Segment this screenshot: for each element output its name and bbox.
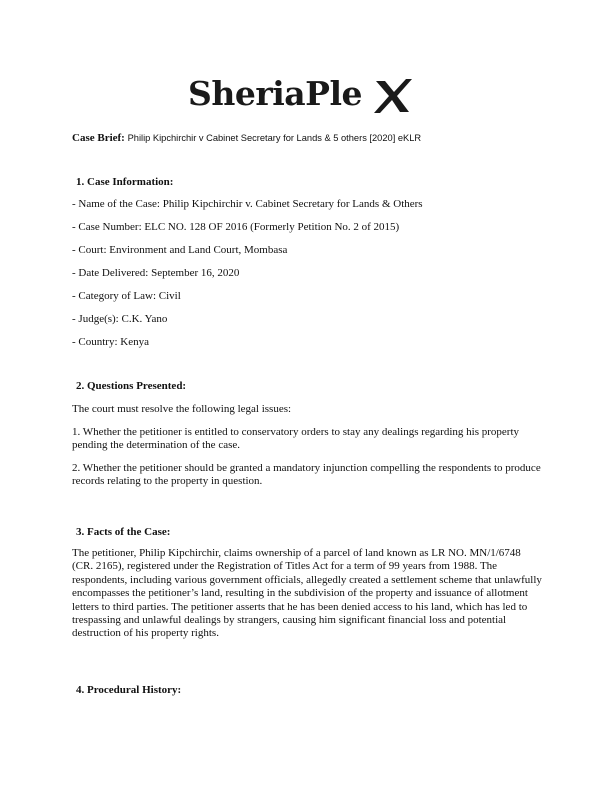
section-heading-facts: 3. Facts of the Case: [76,526,171,538]
case-info-number: - Case Number: ELC NO. 128 OF 2016 (Formerly Petition No. 2 of 2015) [72,221,400,233]
section-heading-questions-presented: 2. Questions Presented: [76,380,187,392]
section-heading-procedural-history: 4. Procedural History: [76,684,182,696]
facts-paragraph: The petitioner, Philip Kipchirchir, claims ownership of a parcel of land known as LR NO. MN/1/6748 (CR. 2165), registered under the Registration of Titles Act for a term of 99 years from 1988. The respondents, including various government officials, allegedly created a settlement scheme that unlawfully encompasses the petitioner’s land, resulting in the subdivision of the property and issuance of allotment letters to third parties. The petitioner asserts that he has been denied access to his land, which has led to trespassing and unlawful dealings by strangers, causing him significant financial loss and potential destruction of his property rights. [72,547,542,640]
case-info-judge: - Judge(s): C.K. Yano [72,313,168,325]
logo-text: SheriaPle [188,74,362,113]
case-info-country: - Country: Kenya [72,336,149,348]
case-info-court: - Court: Environment and Land Court, Mombasa [72,244,288,256]
case-brief-label: Case Brief: [72,132,125,144]
question-item: 1. Whether the petitioner is entitled to conservatory orders to stay any dealings regarding his property pending the determination of the case. [72,426,520,452]
questions-intro: The court must resolve the following legal issues: [72,403,292,415]
sheriaplex-logo [188,72,428,122]
x-mark-icon [374,78,414,114]
case-info-name: - Name of the Case: Philip Kipchirchir v. Cabinet Secretary for Lands & Others [72,198,423,210]
case-info-date: - Date Delivered: September 16, 2020 [72,267,240,279]
case-brief-title: Philip Kipchirchir v Cabinet Secretary for Lands & 5 others [2020] eKLR [127,133,422,143]
case-info-category: - Category of Law: Civil [72,290,181,302]
question-item: 2. Whether the petitioner should be granted a mandatory injunction compelling the respondents to produce records relating to the property in question. [72,462,541,488]
section-heading-case-information: 1. Case Information: [76,176,174,188]
case-brief [72,132,421,144]
